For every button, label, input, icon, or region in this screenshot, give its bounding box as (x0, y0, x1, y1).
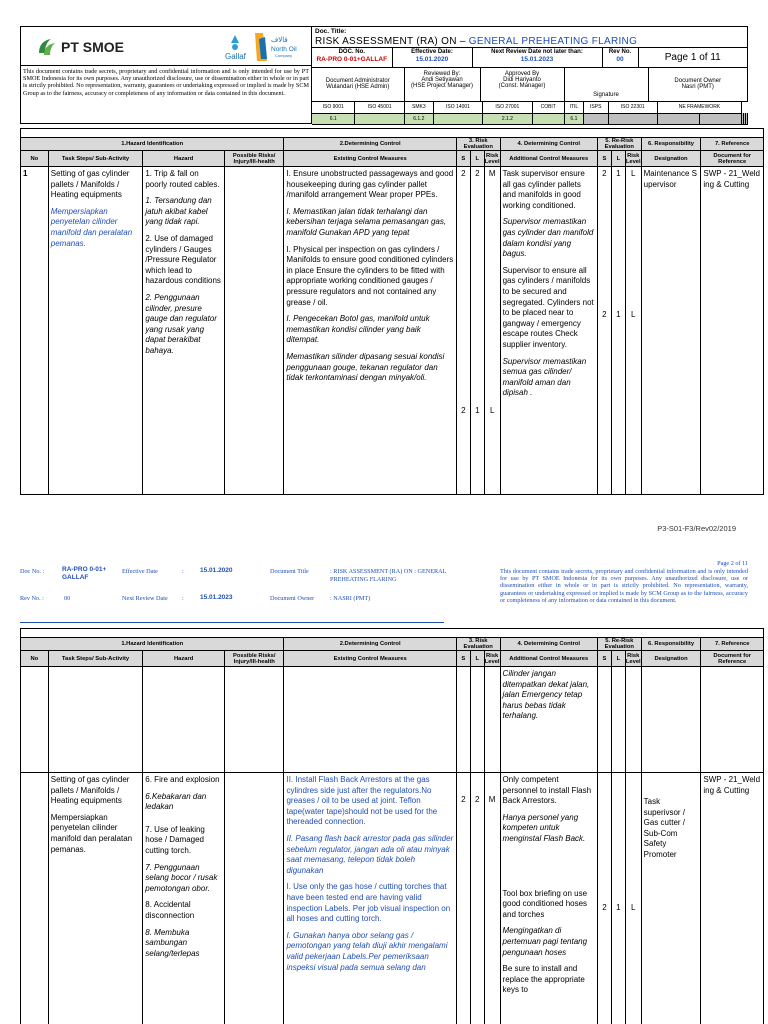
determining-control-header: 2.Determining Control (284, 138, 456, 151)
p2-risk-s (456, 773, 470, 1024)
north-oil-name: North Oil (271, 46, 297, 53)
iso-label-cell: ISO 22301 (608, 102, 657, 113)
p2-next-review: 15.01.2023 (200, 594, 233, 601)
additional-control-cell (500, 167, 597, 495)
responsibility-header: 6. Responsibility (641, 138, 701, 151)
p2-col-l2: L (611, 651, 625, 667)
p2-col-hazard: Hazard (143, 651, 225, 667)
p2-risk1-s: 2 (461, 795, 466, 804)
iso-value-cell (657, 113, 699, 124)
designation-cell: Maintenance Supervisor (641, 167, 701, 495)
risk-table-page1 (20, 128, 764, 495)
p2-doc-title: : RISK ASSESSMENT (RA) ON : GENERAL PREHEATING FLARING (330, 568, 447, 583)
p2-rerisk1-s: 2 (602, 903, 607, 912)
approved-cell (480, 68, 564, 102)
p2-continued-control: Cilinder jangan ditempatkan dekat jalan, jalan Emergency tetap harus bebas tidak terhalang. (500, 667, 597, 773)
iso-value-cell: 6.1.2 (404, 113, 433, 124)
p2-col-possible-risks: Possible Risks/ Injury/Ill-health (224, 651, 284, 667)
p2-existing-2-id: I. Gunakan hanya obor selang gas / pemotongan yang telah diuji akhir mengalami valid pekerjaan Labels.Per pemeriksaan inspeksi visual pada semua selang dan (286, 930, 448, 972)
risk1-l: 2 (475, 169, 480, 178)
rev-cell (602, 48, 638, 68)
p2-next-review-colon: : (182, 595, 184, 602)
p2-hazard-cell (143, 773, 225, 1024)
reference-header: 7. Reference (701, 138, 764, 151)
risk-l-cell (470, 167, 484, 495)
determining-control-4-header: 4. Determining Control (500, 138, 597, 151)
table-row (21, 773, 764, 1024)
p2-rerisk1-level: L (631, 903, 636, 912)
col-task-steps: Task Steps/ Sub-Activity (48, 151, 143, 167)
hazard-2: 2. Use of damaged cylinders / Gauges /Pressure Regulator which lead to hazardous conditions (145, 233, 221, 286)
iso-label-cell: NE FRAMEWORK (657, 102, 741, 113)
col-l: L (470, 151, 484, 167)
reviewed-name: Andi Setiyawan (421, 77, 463, 83)
p2-task-id: Mempersiapkan penyetelan cilinder manifold dan peralatan pemanas. (50, 812, 133, 854)
iso-value-cell (699, 113, 741, 124)
p2-re-risk-header: 5. Re-Risk Evaluation (597, 638, 641, 651)
prepared-cell (312, 68, 404, 102)
rerisk2-level: L (631, 309, 636, 319)
col-existing-control: Existing Control Measures (284, 151, 456, 167)
approved-role: (Const. Manager) (498, 83, 546, 89)
p2-existing-control-cell (284, 773, 456, 1024)
p2-designation-cell (641, 773, 701, 1024)
north-oil-arabic: قالاف (271, 36, 288, 44)
task-id: Mempersiapkan penyetelan cilinder manifold dan peralatan pemanas. (50, 206, 133, 248)
p2-col-task-steps: Task Steps/ Sub-Activity (48, 651, 143, 667)
p2-additional-2: Tool box briefing on use good conditioned hoses and torches (502, 888, 588, 919)
col-designation: Designation (641, 151, 701, 167)
p2-risk-l (470, 773, 484, 1024)
rerisk1-s: 2 (602, 169, 607, 178)
p2-additional-1: Only competent personnel to install Flash Back Arrestors. (502, 775, 592, 806)
reviewed-cell (404, 68, 480, 102)
hazard-identification-header: 1.Hazard Identification (21, 138, 284, 151)
doc-meta-table (312, 48, 748, 68)
p2-responsibility-header: 6. Responsibility (641, 638, 701, 651)
p2-hazard-6: 6. Fire and explosion (145, 775, 220, 784)
doc-no-label: DOC. No. (338, 49, 365, 55)
p2-rev-label: Rev No. : (20, 595, 44, 602)
form-code-footer: P3-S01-F3/Rev02/2019 (657, 524, 736, 533)
signature-cell: Signature (564, 68, 648, 102)
north-oil-sub: Company (275, 53, 293, 58)
owner-label: Document Owner (674, 78, 722, 84)
iso-label-cell: ISO 27001 (483, 102, 532, 113)
prepared-title: Document Administrator (325, 78, 390, 84)
row-no: 1 (21, 167, 49, 495)
risk-level-cell (484, 167, 500, 495)
p2-rerisk1-l: 1 (616, 903, 621, 912)
p2-col-additional-control: Additional Control Measures (500, 651, 597, 667)
company-name: PT SMOE (61, 39, 125, 55)
rerisk2-l: 1 (616, 309, 621, 319)
p2-divider (20, 622, 444, 623)
p2-additional-2-id: Mengingatkan di pertemuan pagi tentang pengunaan hoses (502, 926, 588, 957)
rev-value: 00 (616, 56, 624, 63)
iso-value-cell: 2.1.2 (483, 113, 532, 124)
gallaf-north-oil-logo (221, 31, 307, 63)
risk-evaluation-header: 3. Risk Evaluation (456, 138, 500, 151)
iso-value-cell (532, 113, 564, 124)
disclaimer-text: This document contains trade secrets, proprietary and confidential information and is only intended for use by PT SMOE Indonesia for its own purposes. Any unauthorized disclosure, use or dissemination either in whole or in part is strictly prohibited. No representation, warranty, guarantees or undertaking expressed or implied is made by SCM Group as to the fairness, accuracy or completeness of any information or data contained in this document. (20, 66, 312, 124)
p2-col-risk-level: Risk Level (484, 652, 500, 665)
iso-label-cell: ISPS (583, 102, 608, 113)
task-cell (48, 167, 143, 495)
existing-2-id: I. Pengecekan Botol gas, manifold untuk memastikan kondisi cilinder yang baik ditempat. (286, 314, 430, 345)
task-en: Setting of gas cylinder pallets / Manifolds / Heating equipments (50, 169, 130, 200)
p2-effective-date: 15.01.2020 (200, 567, 233, 574)
p2-designation: Task superivsor / Gas cutter / Sub-Com Safety Promoter (643, 797, 686, 859)
page-number: Page 1 of 11 (638, 48, 748, 68)
p2-col-designation: Designation (641, 651, 701, 667)
iso-value-cell (745, 113, 747, 124)
risk2-l: 1 (475, 405, 480, 415)
p2-col-no: No (21, 651, 49, 667)
p2-reference-header: 7. Reference (701, 638, 764, 651)
hazard-1-id: 1. Tersandung dan jatuh akibat kabel yang tidak rapi. (145, 196, 212, 227)
p2-determining-control-header: 2.Determining Control (284, 638, 456, 651)
p2-possible-risks-cell (224, 773, 284, 1024)
p2-task-en: Setting of gas cylinder pallets / Manifolds / Heating equipments (50, 775, 130, 806)
p2-doc-no: RA-PRO 0-01+ GALLAF (62, 566, 107, 581)
effective-label: Effective Date: (411, 49, 453, 55)
p2-existing-1: II. Install Flash Back Arrestors at the gas cylindres side just after the regulators.No greases / oil to be used at joint. Teflon tape(water tape)should not be used for the thereaded connection. (286, 775, 438, 827)
p2-effective-label: Effective Date (122, 568, 158, 575)
p2-rerisk-l (611, 773, 625, 1024)
existing-2-id-b: Memastikan silinder dipasang sesuai kondisi penggunaan gouge, tekanan regulator dan tidak terkontaminasi dengan minyak/oli. (286, 351, 445, 383)
rev-label: Rev No. (608, 49, 632, 55)
col-s: S (456, 151, 470, 167)
p2-hazard-8-id: 8. Membuka sambungan selang/terlepas (145, 927, 200, 958)
iso-value-cell (355, 113, 404, 124)
p2-hazard-6-id: 6.Kebakaran dan ledakan (145, 791, 207, 812)
col-possible-risks: Possible Risks/ Injury/Ill-health (224, 151, 284, 167)
col-no: No (21, 151, 49, 167)
iso-label-cell: SMK3 (404, 102, 433, 113)
risk2-s: 2 (461, 405, 466, 415)
p2-existing-1-id: II. Pasang flash back arrestor pada gas silinder sebelum regulator, jangan ada oli atau minyak saat memasang, telepon tidak boleh digunakan (286, 833, 454, 875)
rerisk1-l: 1 (616, 169, 621, 178)
rerisk-l-cell (611, 167, 625, 495)
iso-value-cell (583, 113, 608, 124)
doc-title (315, 36, 637, 47)
p2-col-existing-control: Existing Control Measures (284, 651, 456, 667)
additional-1: Task supervisor ensure all gas cylinder pallets and manifolds in good working conditioned. (502, 169, 585, 210)
p2-reference-cell: SWP - 21_Welding & Cutting (701, 773, 764, 1024)
p2-additional-control-cell (500, 773, 597, 1024)
next-review-label: Next Review Date not later than: (491, 49, 583, 55)
next-review-cell (472, 48, 602, 68)
prepared-name: Wulandari (HSE Admin) (326, 84, 390, 90)
effective-cell (392, 48, 472, 68)
p2-col-s2: S (597, 651, 611, 667)
additional-2: Supervisor to ensure all gas cylinders / manifolds to be secured and segregated. Cylinders not to be placed near to gangway / emergency escape routes Check supplier inventory. (502, 265, 594, 349)
doc-no-cell (312, 48, 392, 68)
next-review-value: 15.01.2023 (520, 56, 554, 63)
hazard-1: 1. Trip & fall on poorly routed cables. (145, 169, 220, 189)
p2-title-label: Document Title (270, 568, 309, 575)
risk-table-page2 (20, 628, 764, 1024)
owner-name: Nasri (PMT) (681, 84, 714, 90)
rerisk-s-cell (597, 167, 611, 495)
col-s2: S (597, 151, 611, 167)
table-row (21, 667, 764, 773)
p2-risk1-l: 2 (475, 795, 480, 804)
existing-1-id: I. Memastikan jalan tidak terhalangi dan kebersihan terjaga selama pemasangan gas, manifold Gunakan APD yang tepat (286, 206, 447, 237)
iso-label-cell: ISO 9001 (312, 102, 355, 113)
risk-s-cell (456, 167, 470, 495)
p2-rerisk-s (597, 773, 611, 1024)
col-risk-level: Risk Level (484, 152, 500, 165)
iso-label-cell: ISO 45001 (355, 102, 404, 113)
reviewed-label: Reviewed By: (423, 71, 461, 77)
approved-label: Approved By (504, 71, 540, 77)
possible-risks-cell (224, 167, 284, 495)
approved-name: Didi Hariyanto (503, 77, 541, 83)
company-logo-area (20, 26, 312, 66)
iso-value-cell (608, 113, 657, 124)
gallaf-text: Gallaf (225, 52, 246, 61)
p2-rerisk-level (625, 773, 641, 1024)
iso-standards-table (312, 102, 748, 125)
additional-1-id: Supervisor memastikan gas cylinder dan manifold dalam kondisi yang bagus. (502, 217, 594, 259)
rerisk2-s: 2 (602, 309, 607, 319)
iso-label-cell: ITIL (564, 102, 583, 113)
approval-table (312, 68, 748, 102)
iso-value-cell (433, 113, 482, 124)
top-spacer (21, 129, 764, 138)
iso-label-cell: COBIT (532, 102, 564, 113)
reference-cell: SWP - 21_Welding & Cutting (701, 167, 764, 495)
p2-top-spacer (21, 629, 764, 638)
doc-title-label: Doc. Title: (315, 28, 347, 35)
rerisk1-level: L (631, 169, 636, 178)
risk2-level: L (489, 405, 495, 415)
doc-title-main: GENERAL PREHEATING FLARING (468, 36, 638, 47)
p2-risk-evaluation-header: 3. Risk Evaluation (456, 638, 500, 651)
rerisk-level-cell (625, 167, 641, 495)
effective-value: 15.01.2020 (415, 56, 449, 63)
additional-2-id: Supervisor memastikan semua gas cilinder/ manifold aman dan dipisah . (502, 356, 587, 398)
col-additional-control: Additional Control Measures (500, 151, 597, 167)
p2-owner: : NASRI (PMT) (330, 595, 371, 602)
doc-title-prefix: RISK ASSESSMENT (RA) ON – (315, 36, 469, 47)
col-risk-level2: Risk Level (625, 152, 641, 165)
p2-additional-3: Be sure to install and replace the appropriate keys to (502, 964, 585, 995)
p2-owner-label: Document Owner (270, 595, 315, 602)
col-hazard: Hazard (143, 151, 225, 167)
risk1-s: 2 (461, 169, 466, 178)
hazard-cell (143, 167, 225, 495)
p2-col-l: L (470, 651, 484, 667)
risk1-level: M (488, 169, 496, 178)
p2-col-risk-level2: Risk Level (625, 652, 641, 665)
reviewed-role: (HSE Project Manager) (410, 83, 474, 89)
p2-task-cell (48, 773, 143, 1024)
table-row (21, 167, 764, 495)
p2-rev-no: 00 (64, 595, 71, 602)
p2-risk-level (484, 773, 500, 1024)
col-l2: L (611, 151, 625, 167)
owner-cell (648, 68, 748, 102)
p2-hazard-identification-header: 1.Hazard Identification (21, 638, 284, 651)
existing-1: I. Ensure unobstructed passageways and good housekeeping during gas cylinder pallet /manifold arrangement Wear proper PPEs. (286, 169, 454, 200)
p2-determining-control-4-header: 4. Determining Control (500, 638, 597, 651)
iso-value-cell: 6.1 (312, 113, 355, 124)
p2-col-doc-reference: Document for Reference (701, 651, 764, 667)
p2-hazard-7-id: 7. Penggunaan selang bocor / rusak pemotongan obor. (145, 862, 218, 893)
col-doc-reference: Document for Reference (701, 151, 764, 167)
pt-smoe-logo-icon (35, 35, 59, 59)
p2-existing-2: I. Use only the gas hose / cutting torches that have been tested end are having valid inspection Labels. Per job visual inspection on all hoses and cutting torch. (286, 882, 451, 924)
p2-risk1-level: M (488, 795, 496, 804)
iso-value-cell: 6.1 (564, 113, 583, 124)
re-risk-header: 5. Re-Risk Evaluation (597, 138, 641, 151)
p2-page-number: Page 2 of 11 (717, 560, 748, 567)
hazard-2-id: 2. Penggunaan cilinder, presure gauge dan regulator yang rusak yang dapat berakibat bahaya. (145, 292, 217, 355)
iso-label-cell: ISO 14001 (433, 102, 482, 113)
p2-additional-1-id: Hanya personel yang kompeten untuk menginstal Flash Back. (502, 812, 586, 843)
p2-next-review-label: Next Review Date (122, 595, 168, 602)
p2-effective-colon: : (182, 568, 184, 575)
existing-control-cell (284, 167, 456, 495)
p2-row-no (21, 773, 49, 1024)
doc-title-box (312, 26, 748, 48)
p2-disclaimer: This document contains trade secrets, proprietary and confidential information and is only intended for use by PT SMOE Indonesia for its own purposes. Any unauthorized disclosure, use or dissemination either in whole or in part is strictly prohibited. No representation, warranty, guarantees or undertaking expressed or implied is made by SCM Group as to the fairness, accuracy or completeness of any information or data contained in this document. (500, 568, 748, 604)
p2-hazard-7: 7. Use of leaking hose / Damaged cutting torch. (145, 824, 205, 855)
p2-col-s: S (456, 651, 470, 667)
existing-2: I. Physical per inspection on gas cylinders / Manifolds to ensure good conditioned cylinders in place Ensure the cylinders to be fitted with appropriate working conditioned gauges / pressure regulators and not contained any grease / oil. (286, 244, 454, 307)
p2-doc-no-label: Doc No. : (20, 568, 45, 575)
p2-hazard-8: 8. Accidental disconnection (145, 900, 195, 920)
doc-no-value: RA-PRO 0-01+GALLAF (316, 56, 388, 63)
